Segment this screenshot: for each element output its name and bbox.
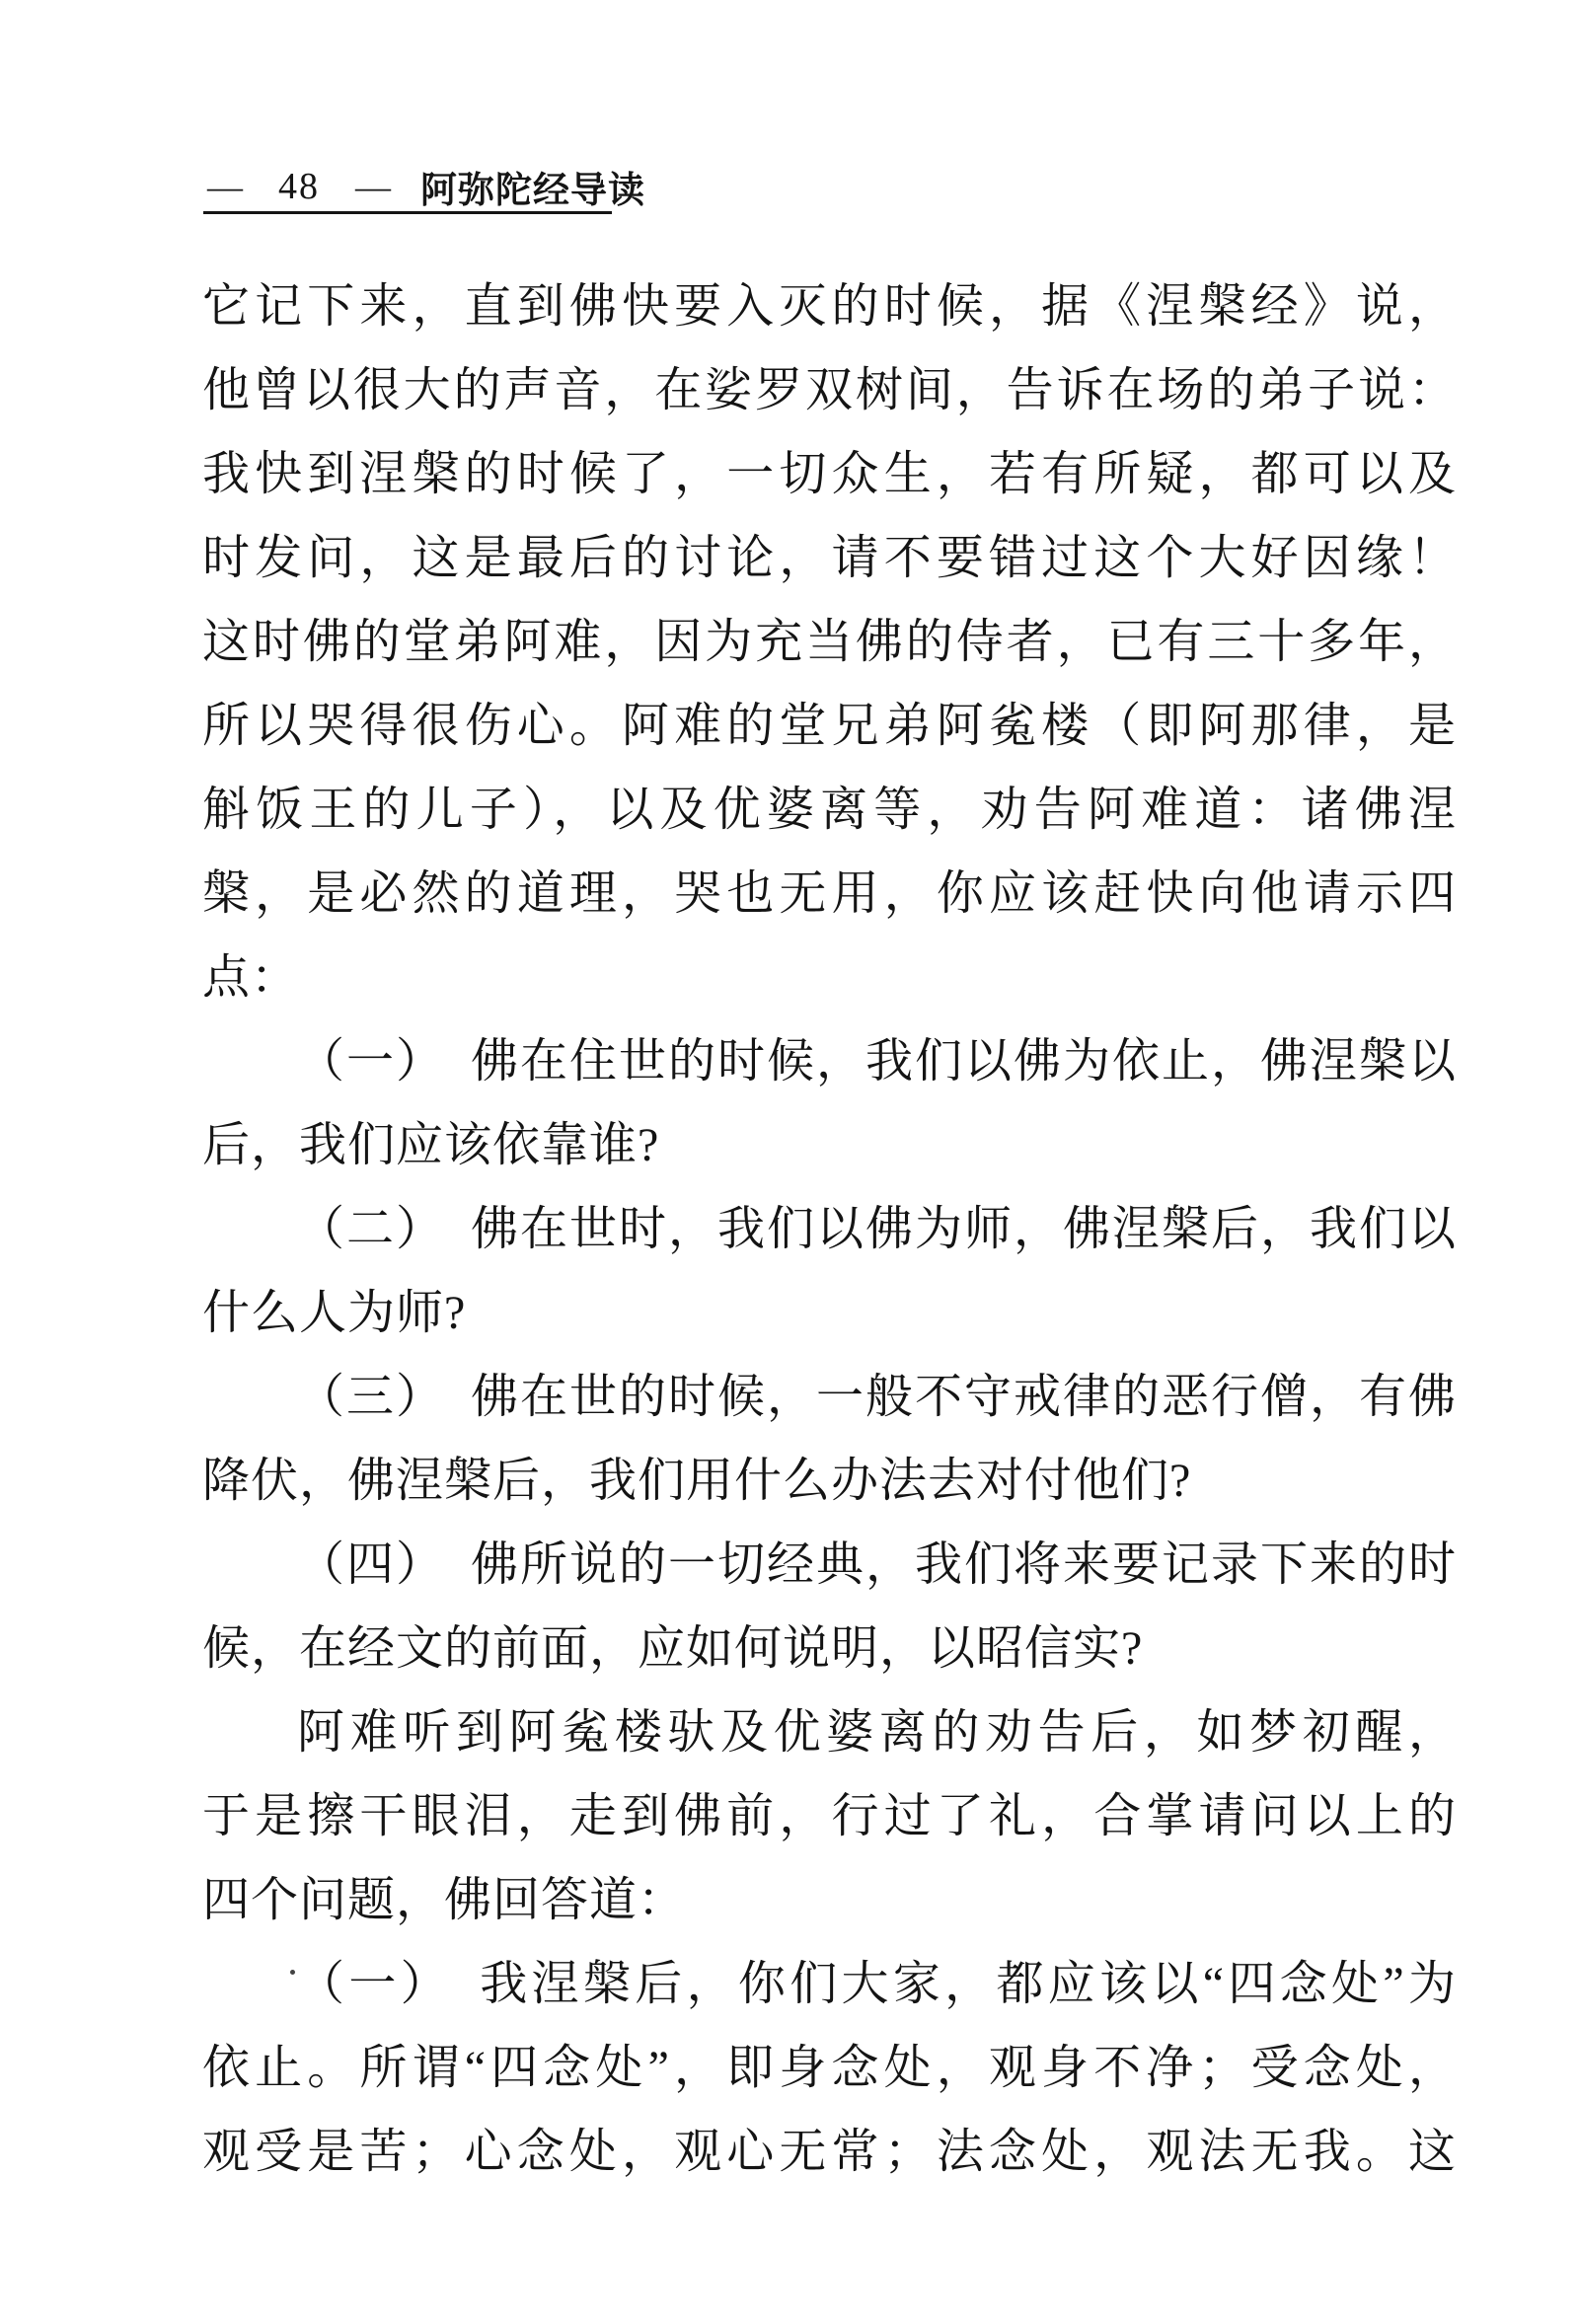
text-line: 它记下来，直到佛快要入灭的时候，据《涅槃经》说， xyxy=(202,280,1456,333)
text-line: （四） 佛所说的一切经典，我们将来要记录下来的时 xyxy=(297,1538,1456,1591)
text-line: 他曾以很大的声音，在娑罗双树间，告诉在场的弟子说： xyxy=(202,364,1456,416)
text-line: 于是擦干眼泪，走到佛前，行过了礼，合掌请问以上的 xyxy=(202,1790,1456,1842)
text-line: 阿难听到阿㝹楼驮及优婆离的劝告后，如梦初醒， xyxy=(297,1706,1456,1759)
text-line: 槃，是必然的道理，哭也无用，你应该赶快向他请示四 xyxy=(202,867,1456,920)
text-line: 所以哭得很伤心。阿难的堂兄弟阿㝹楼（即阿那律，是 xyxy=(202,700,1456,752)
text-line: 依止。所谓“四念处”，即身念处，观身不净；受念处， xyxy=(202,2042,1456,2094)
text-line: （一） 我涅槃后，你们大家，都应该以“四念处”为 xyxy=(297,1958,1456,2010)
text-line: （二） 佛在世时，我们以佛为师，佛涅槃后，我们以 xyxy=(297,1203,1456,1255)
text-line: 候，在经文的前面，应如何说明，以昭信实? xyxy=(202,1622,1144,1675)
text-line: 什么人为师? xyxy=(202,1287,467,1339)
text-line: （一） 佛在住世的时候，我们以佛为依止，佛涅槃以 xyxy=(297,1035,1456,1087)
page-number: 48 xyxy=(278,166,320,207)
scan-speck xyxy=(290,1970,295,1975)
text-line: 观受是苦；心念处，观心无常；法念处，观法无我。这 xyxy=(202,2126,1456,2178)
text-line: 这时佛的堂弟阿难，因为充当佛的侍者，已有三十多年， xyxy=(202,616,1456,668)
text-line: 后，我们应该依靠谁? xyxy=(202,1119,660,1171)
text-line: 我快到涅槃的时候了，一切众生，若有所疑，都可以及 xyxy=(202,448,1456,500)
header-rule xyxy=(203,211,612,214)
header-dash-right: — xyxy=(355,167,391,206)
text-line: 斛饭王的儿子），以及优婆离等，劝告阿难道：诸佛涅 xyxy=(202,784,1456,836)
running-header xyxy=(207,164,645,209)
text-line: 四个问题，佛回答道： xyxy=(202,1874,687,1926)
page-body-text xyxy=(202,264,1456,2194)
text-line: 点： xyxy=(202,951,300,1004)
text-line: 时发问，这是最后的讨论，请不要错过这个大好因缘！ xyxy=(202,532,1456,584)
text-line: （三） 佛在世的时候，一般不守戒律的恶行僧，有佛 xyxy=(297,1371,1456,1423)
book-title: 阿弥陀经导读 xyxy=(420,171,645,211)
header-dash-left: — xyxy=(207,167,243,206)
text-line: 降伏，佛涅槃后，我们用什么办法去对付他们? xyxy=(202,1455,1192,1507)
